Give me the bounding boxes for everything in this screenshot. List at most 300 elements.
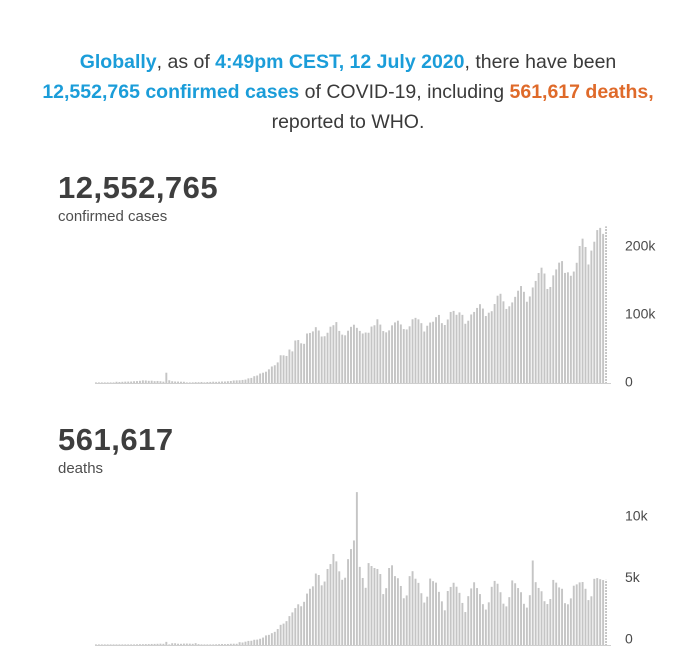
- bar[interactable]: [520, 592, 522, 645]
- bar[interactable]: [113, 382, 115, 383]
- bar[interactable]: [154, 644, 156, 645]
- bar[interactable]: [359, 331, 361, 383]
- bar[interactable]: [573, 586, 575, 645]
- bar[interactable]: [344, 335, 346, 383]
- bar[interactable]: [576, 584, 578, 645]
- bar[interactable]: [420, 593, 422, 645]
- bar[interactable]: [502, 301, 504, 383]
- bar[interactable]: [464, 324, 466, 383]
- bar[interactable]: [582, 582, 584, 645]
- bar[interactable]: [517, 588, 519, 645]
- bar[interactable]: [353, 540, 355, 645]
- bar[interactable]: [450, 587, 452, 645]
- bar[interactable]: [585, 589, 587, 645]
- bar[interactable]: [593, 242, 595, 383]
- bar[interactable]: [385, 332, 387, 383]
- bar[interactable]: [318, 331, 320, 384]
- bar[interactable]: [461, 603, 463, 645]
- bar[interactable]: [587, 600, 589, 645]
- bar[interactable]: [116, 382, 118, 383]
- bar[interactable]: [444, 325, 446, 383]
- bar[interactable]: [423, 332, 425, 383]
- bar[interactable]: [500, 294, 502, 383]
- bar[interactable]: [459, 593, 461, 645]
- bar[interactable]: [541, 591, 543, 645]
- bar[interactable]: [327, 569, 329, 645]
- bar[interactable]: [265, 372, 267, 383]
- bar[interactable]: [459, 312, 461, 383]
- bar[interactable]: [379, 574, 381, 645]
- bar[interactable]: [338, 571, 340, 645]
- bar[interactable]: [127, 644, 129, 645]
- bar[interactable]: [303, 602, 305, 645]
- bar[interactable]: [479, 304, 481, 383]
- bar[interactable]: [159, 381, 161, 383]
- bar[interactable]: [154, 381, 156, 383]
- bar[interactable]: [171, 381, 173, 383]
- bar[interactable]: [582, 239, 584, 383]
- bar[interactable]: [168, 644, 170, 645]
- bar[interactable]: [186, 644, 188, 645]
- bar[interactable]: [593, 579, 595, 645]
- bar[interactable]: [520, 286, 522, 383]
- bar[interactable]: [124, 644, 126, 645]
- bar[interactable]: [201, 382, 203, 383]
- bar[interactable]: [579, 582, 581, 645]
- bar[interactable]: [133, 381, 135, 383]
- bar[interactable]: [570, 276, 572, 383]
- bar[interactable]: [133, 644, 135, 645]
- bar[interactable]: [283, 624, 285, 645]
- bar[interactable]: [482, 604, 484, 645]
- bar[interactable]: [321, 336, 323, 383]
- bar[interactable]: [535, 582, 537, 645]
- bar[interactable]: [400, 586, 402, 645]
- bar[interactable]: [259, 639, 261, 645]
- bar[interactable]: [558, 263, 560, 383]
- bar[interactable]: [206, 382, 208, 383]
- bar[interactable]: [415, 579, 417, 645]
- bar[interactable]: [157, 644, 159, 645]
- bar[interactable]: [423, 603, 425, 645]
- bar[interactable]: [118, 644, 120, 645]
- bar[interactable]: [247, 378, 249, 383]
- bar[interactable]: [394, 576, 396, 645]
- bar[interactable]: [183, 644, 185, 645]
- bar[interactable]: [359, 567, 361, 645]
- bar[interactable]: [373, 325, 375, 383]
- bar[interactable]: [350, 327, 352, 383]
- bar[interactable]: [327, 333, 329, 383]
- bar[interactable]: [546, 604, 548, 645]
- bar[interactable]: [206, 644, 208, 645]
- bar[interactable]: [104, 644, 106, 645]
- bar[interactable]: [535, 281, 537, 383]
- bar[interactable]: [195, 382, 197, 383]
- bar[interactable]: [315, 574, 317, 645]
- bar[interactable]: [561, 589, 563, 645]
- bar[interactable]: [485, 316, 487, 383]
- bar[interactable]: [142, 380, 144, 383]
- bar[interactable]: [388, 330, 390, 383]
- bar[interactable]: [312, 586, 314, 645]
- bar[interactable]: [497, 584, 499, 645]
- bar[interactable]: [250, 641, 252, 645]
- bar[interactable]: [268, 635, 270, 645]
- bar[interactable]: [347, 331, 349, 383]
- daily-deaths-chart[interactable]: [95, 482, 670, 657]
- bar[interactable]: [224, 644, 226, 645]
- bar[interactable]: [415, 318, 417, 383]
- bar[interactable]: [121, 382, 123, 383]
- bar[interactable]: [113, 644, 115, 645]
- bar[interactable]: [324, 336, 326, 383]
- bar[interactable]: [406, 329, 408, 383]
- bar[interactable]: [494, 304, 496, 383]
- bar[interactable]: [98, 644, 100, 645]
- bar[interactable]: [297, 340, 299, 383]
- bar[interactable]: [335, 561, 337, 645]
- bar[interactable]: [432, 581, 434, 645]
- bar[interactable]: [262, 373, 264, 383]
- bar[interactable]: [552, 580, 554, 645]
- bar[interactable]: [139, 644, 141, 645]
- bar[interactable]: [532, 561, 534, 646]
- bar[interactable]: [280, 355, 282, 383]
- bar[interactable]: [403, 598, 405, 645]
- bar[interactable]: [230, 644, 232, 645]
- bar[interactable]: [555, 583, 557, 645]
- bar[interactable]: [189, 382, 191, 383]
- bar[interactable]: [494, 581, 496, 645]
- bar[interactable]: [476, 308, 478, 383]
- bar[interactable]: [130, 644, 132, 645]
- bar[interactable]: [148, 381, 150, 383]
- bar[interactable]: [353, 325, 355, 383]
- bar[interactable]: [253, 376, 255, 383]
- bar[interactable]: [368, 563, 370, 645]
- bar[interactable]: [265, 635, 267, 645]
- bar[interactable]: [277, 629, 279, 645]
- bar[interactable]: [356, 328, 358, 383]
- bar[interactable]: [277, 362, 279, 383]
- bar[interactable]: [262, 638, 264, 645]
- bar[interactable]: [450, 312, 452, 383]
- bar[interactable]: [590, 596, 592, 645]
- bar[interactable]: [198, 382, 200, 383]
- bar[interactable]: [268, 369, 270, 383]
- bar[interactable]: [379, 325, 381, 383]
- bar[interactable]: [505, 309, 507, 383]
- bar[interactable]: [412, 571, 414, 645]
- bar[interactable]: [532, 287, 534, 383]
- bar[interactable]: [283, 355, 285, 383]
- bar[interactable]: [198, 644, 200, 645]
- bar[interactable]: [561, 261, 563, 383]
- bar[interactable]: [382, 594, 384, 645]
- bar[interactable]: [508, 597, 510, 645]
- bar[interactable]: [271, 366, 273, 383]
- bar[interactable]: [344, 578, 346, 645]
- bar[interactable]: [368, 333, 370, 383]
- bar[interactable]: [570, 598, 572, 645]
- bar[interactable]: [441, 323, 443, 383]
- bar[interactable]: [394, 322, 396, 383]
- bar[interactable]: [467, 321, 469, 383]
- bar[interactable]: [391, 565, 393, 645]
- bar[interactable]: [233, 644, 235, 645]
- bar[interactable]: [189, 644, 191, 645]
- bar[interactable]: [300, 343, 302, 383]
- bar[interactable]: [209, 382, 211, 383]
- bar[interactable]: [456, 587, 458, 645]
- bar[interactable]: [110, 644, 112, 645]
- bar[interactable]: [549, 599, 551, 645]
- bar[interactable]: [291, 351, 293, 383]
- bar[interactable]: [576, 263, 578, 383]
- bar[interactable]: [286, 621, 288, 645]
- bar[interactable]: [491, 311, 493, 383]
- bar[interactable]: [186, 382, 188, 383]
- bar[interactable]: [376, 569, 378, 645]
- bar[interactable]: [526, 302, 528, 383]
- bar[interactable]: [385, 588, 387, 645]
- bar[interactable]: [271, 633, 273, 645]
- bar[interactable]: [429, 579, 431, 645]
- bar[interactable]: [236, 644, 238, 645]
- bar[interactable]: [464, 612, 466, 645]
- bar[interactable]: [168, 380, 170, 383]
- bar[interactable]: [95, 382, 97, 383]
- bar[interactable]: [453, 583, 455, 645]
- bar[interactable]: [215, 382, 217, 383]
- bar[interactable]: [245, 642, 247, 645]
- bar[interactable]: [461, 315, 463, 383]
- bar[interactable]: [212, 382, 214, 383]
- bar[interactable]: [467, 596, 469, 645]
- bar[interactable]: [599, 579, 601, 645]
- bar[interactable]: [239, 642, 241, 645]
- bar[interactable]: [567, 604, 569, 645]
- bar[interactable]: [502, 604, 504, 645]
- bar[interactable]: [420, 323, 422, 383]
- bar[interactable]: [297, 604, 299, 645]
- bar[interactable]: [303, 344, 305, 383]
- bar[interactable]: [101, 644, 103, 645]
- bar[interactable]: [183, 382, 185, 383]
- bar[interactable]: [599, 228, 601, 383]
- bar[interactable]: [221, 644, 223, 645]
- bar[interactable]: [426, 326, 428, 383]
- bar[interactable]: [107, 382, 109, 383]
- bar[interactable]: [300, 606, 302, 645]
- bar[interactable]: [309, 333, 311, 383]
- bar[interactable]: [312, 331, 314, 383]
- bar[interactable]: [338, 331, 340, 383]
- bar[interactable]: [347, 559, 349, 645]
- daily-cases-chart[interactable]: [95, 223, 670, 398]
- bar[interactable]: [541, 268, 543, 383]
- bar[interactable]: [288, 350, 290, 383]
- bar[interactable]: [356, 492, 358, 645]
- bar[interactable]: [192, 382, 194, 383]
- bar[interactable]: [435, 317, 437, 383]
- bar[interactable]: [177, 382, 179, 383]
- bar[interactable]: [98, 382, 100, 383]
- bar[interactable]: [552, 275, 554, 383]
- bar[interactable]: [400, 324, 402, 383]
- bar[interactable]: [549, 287, 551, 383]
- bar[interactable]: [538, 273, 540, 383]
- bar[interactable]: [274, 365, 276, 383]
- bar[interactable]: [438, 315, 440, 383]
- bar[interactable]: [162, 382, 164, 383]
- bar[interactable]: [523, 292, 525, 383]
- bar[interactable]: [453, 311, 455, 383]
- bar[interactable]: [280, 625, 282, 645]
- bar[interactable]: [605, 580, 607, 645]
- bar[interactable]: [286, 356, 288, 383]
- bar[interactable]: [573, 272, 575, 383]
- bar[interactable]: [174, 382, 176, 384]
- bar[interactable]: [180, 644, 182, 645]
- bar[interactable]: [142, 644, 144, 645]
- bar[interactable]: [224, 382, 226, 384]
- bar[interactable]: [523, 604, 525, 645]
- bar[interactable]: [500, 592, 502, 645]
- bar[interactable]: [388, 568, 390, 645]
- bar[interactable]: [602, 234, 604, 383]
- bar[interactable]: [151, 381, 153, 383]
- bar[interactable]: [517, 291, 519, 383]
- bar[interactable]: [485, 610, 487, 645]
- bar[interactable]: [579, 246, 581, 383]
- bar[interactable]: [479, 594, 481, 645]
- bar[interactable]: [373, 568, 375, 645]
- bar[interactable]: [274, 632, 276, 645]
- bar[interactable]: [309, 589, 311, 645]
- bar[interactable]: [432, 322, 434, 383]
- bar[interactable]: [242, 380, 244, 383]
- bar[interactable]: [397, 321, 399, 383]
- bar[interactable]: [514, 297, 516, 383]
- bar[interactable]: [121, 644, 123, 645]
- bar[interactable]: [180, 382, 182, 383]
- bar[interactable]: [256, 640, 258, 645]
- bar[interactable]: [233, 380, 235, 383]
- bar[interactable]: [417, 319, 419, 383]
- bar[interactable]: [212, 644, 214, 645]
- bar[interactable]: [426, 597, 428, 645]
- bar[interactable]: [203, 382, 205, 383]
- bar[interactable]: [209, 644, 211, 645]
- bar[interactable]: [473, 582, 475, 645]
- bar[interactable]: [151, 644, 153, 645]
- bar[interactable]: [171, 643, 173, 645]
- bar[interactable]: [497, 296, 499, 383]
- bar[interactable]: [482, 309, 484, 383]
- bar[interactable]: [162, 644, 164, 645]
- bar[interactable]: [245, 380, 247, 383]
- bar[interactable]: [365, 588, 367, 645]
- bar[interactable]: [159, 644, 161, 645]
- bar[interactable]: [104, 382, 106, 383]
- bar[interactable]: [544, 601, 546, 645]
- bar[interactable]: [227, 381, 229, 383]
- bar[interactable]: [145, 380, 147, 383]
- bar[interactable]: [602, 580, 604, 645]
- bar[interactable]: [382, 331, 384, 383]
- bar[interactable]: [409, 576, 411, 645]
- bar[interactable]: [526, 608, 528, 645]
- bar[interactable]: [596, 230, 598, 383]
- bar[interactable]: [470, 588, 472, 645]
- bar[interactable]: [165, 373, 167, 383]
- bar[interactable]: [435, 583, 437, 645]
- bar[interactable]: [564, 603, 566, 645]
- bar[interactable]: [491, 587, 493, 645]
- bar[interactable]: [195, 643, 197, 645]
- bar[interactable]: [139, 381, 141, 383]
- bar[interactable]: [447, 319, 449, 383]
- bar[interactable]: [371, 327, 373, 383]
- bar[interactable]: [127, 382, 129, 383]
- bar[interactable]: [332, 554, 334, 645]
- bar[interactable]: [538, 588, 540, 645]
- bar[interactable]: [456, 315, 458, 383]
- bar[interactable]: [488, 313, 490, 383]
- bar[interactable]: [362, 334, 364, 384]
- bar[interactable]: [177, 644, 179, 645]
- bar[interactable]: [529, 296, 531, 383]
- bar[interactable]: [247, 641, 249, 645]
- bar[interactable]: [397, 578, 399, 645]
- bar[interactable]: [95, 644, 97, 645]
- bar[interactable]: [365, 333, 367, 383]
- bar[interactable]: [590, 251, 592, 383]
- bar[interactable]: [236, 380, 238, 383]
- bar[interactable]: [441, 601, 443, 645]
- bar[interactable]: [341, 580, 343, 645]
- bar[interactable]: [505, 606, 507, 645]
- bar[interactable]: [201, 644, 203, 645]
- bar[interactable]: [306, 334, 308, 384]
- bar[interactable]: [218, 382, 220, 383]
- bar[interactable]: [341, 335, 343, 383]
- bar[interactable]: [605, 226, 607, 383]
- bar[interactable]: [473, 312, 475, 383]
- bar[interactable]: [136, 381, 138, 383]
- bar[interactable]: [110, 382, 112, 383]
- bar[interactable]: [230, 381, 232, 383]
- bar[interactable]: [376, 319, 378, 383]
- bar[interactable]: [558, 587, 560, 645]
- bar[interactable]: [330, 564, 332, 645]
- bar[interactable]: [412, 319, 414, 383]
- bar[interactable]: [321, 585, 323, 645]
- bar[interactable]: [136, 644, 138, 645]
- bar[interactable]: [332, 325, 334, 383]
- bar[interactable]: [174, 643, 176, 645]
- bar[interactable]: [315, 327, 317, 383]
- bar[interactable]: [596, 578, 598, 645]
- bar[interactable]: [391, 325, 393, 383]
- bar[interactable]: [511, 302, 513, 383]
- bar[interactable]: [116, 644, 118, 645]
- bar[interactable]: [218, 644, 220, 645]
- bar[interactable]: [157, 381, 159, 383]
- bar[interactable]: [294, 608, 296, 645]
